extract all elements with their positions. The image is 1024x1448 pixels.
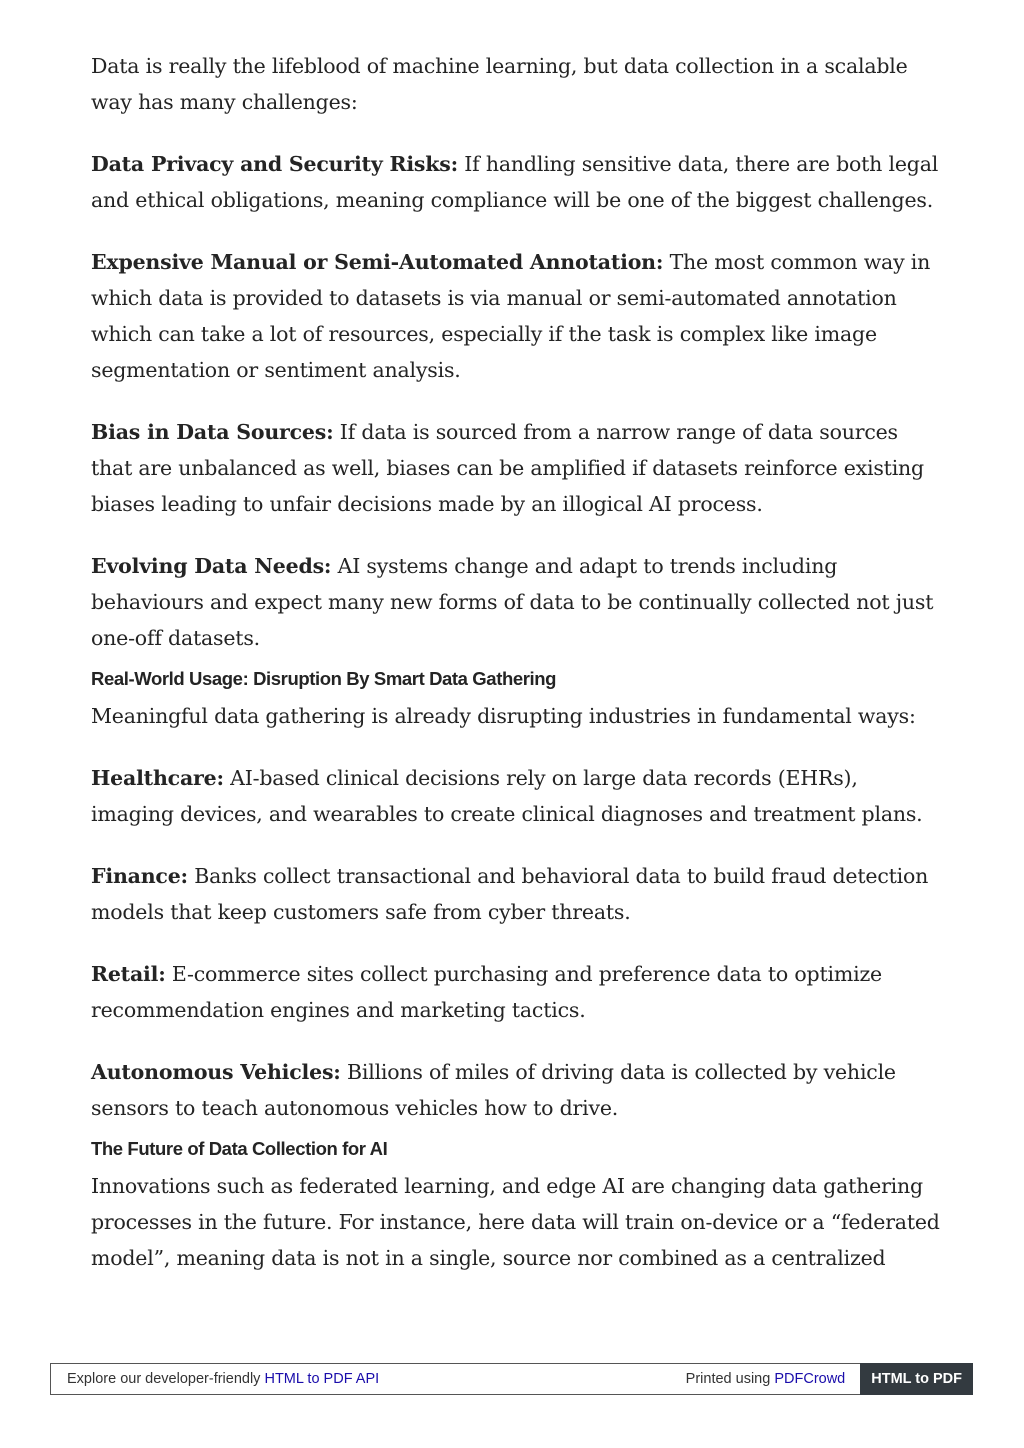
footer-right — [686, 1371, 861, 1387]
challenge-paragraph — [91, 548, 941, 656]
pdfcrowd-link[interactable]: PDFCrowd — [774, 1371, 846, 1387]
challenge-term: Bias in Data Sources: — [91, 420, 334, 444]
industry-text: Billions of miles of driving data is collected by vehicle sensors to teach autonomous vehicles how to drive. — [91, 1060, 896, 1120]
footer-left-text: Explore our developer-friendly — [67, 1371, 265, 1387]
challenge-term: Expensive Manual or Semi-Automated Annotation: — [91, 250, 664, 274]
html-to-pdf-badge[interactable]: HTML to PDF — [860, 1363, 973, 1395]
section-heading-real-world-usage: Real-World Usage: Disruption By Smart Data Gathering — [91, 668, 557, 689]
industry-paragraph — [91, 1054, 941, 1126]
industry-term: Autonomous Vehicles: — [91, 1060, 341, 1084]
industry-paragraph — [91, 760, 941, 832]
industry-term: Retail: — [91, 962, 166, 986]
challenge-paragraph — [91, 146, 941, 218]
section-intro-paragraph: Meaningful data gathering is already disrupting industries in fundamental ways: — [91, 704, 916, 728]
challenge-paragraph — [91, 244, 941, 388]
article-body — [91, 48, 941, 1302]
industry-text: Banks collect transactional and behavioral data to build fraud detection models that keep customers safe from cyber threats. — [91, 864, 929, 924]
challenge-text: AI systems change and adapt to trends including behaviours and expect many new forms of data to be continually collected not just one-off datasets. — [91, 554, 934, 650]
industry-term: Finance: — [91, 864, 188, 888]
pdf-footer-bar — [50, 1363, 973, 1395]
industry-text: AI-based clinical decisions rely on large data records (EHRs), imaging devices, and wearables to create clinical diagnoses and treatment plans. — [91, 766, 923, 826]
section-heading-future: The Future of Data Collection for AI — [91, 1138, 388, 1159]
challenge-text: If data is sourced from a narrow range of data sources that are unbalanced as well, biases can be amplified if datasets reinforce existing biases leading to unfair decisions made by an illogical AI process. — [91, 420, 924, 516]
intro-paragraph: Data is really the lifeblood of machine learning, but data collection in a scalable way has many challenges: — [91, 54, 908, 114]
html-to-pdf-api-link[interactable]: HTML to PDF API — [264, 1371, 380, 1387]
future-paragraph: Innovations such as federated learning, and edge AI are changing data gathering processes in the future. For instance, here data will train on-device or a “federated model”, meaning data is not in a single, source nor combined as a centralized — [91, 1174, 940, 1270]
challenge-text: The most common way in which data is provided to datasets is via manual or semi-automated annotation which can take a lot of resources, especially if the task is complex like image segmentation or sentiment analysis. — [91, 250, 931, 382]
footer-right-text: Printed using — [685, 1371, 775, 1387]
industry-paragraph — [91, 956, 941, 1028]
challenge-term: Evolving Data Needs: — [91, 554, 332, 578]
challenge-paragraph — [91, 414, 941, 522]
industry-term: Healthcare: — [91, 766, 224, 790]
industry-text: E-commerce sites collect purchasing and preference data to optimize recommendation engines and marketing tactics. — [91, 962, 882, 1022]
challenge-term: Data Privacy and Security Risks: — [91, 152, 458, 176]
footer-left — [51, 1371, 686, 1387]
industry-paragraph — [91, 858, 941, 930]
challenge-text: If handling sensitive data, there are both legal and ethical obligations, meaning compliance will be one of the biggest challenges. — [91, 152, 939, 212]
